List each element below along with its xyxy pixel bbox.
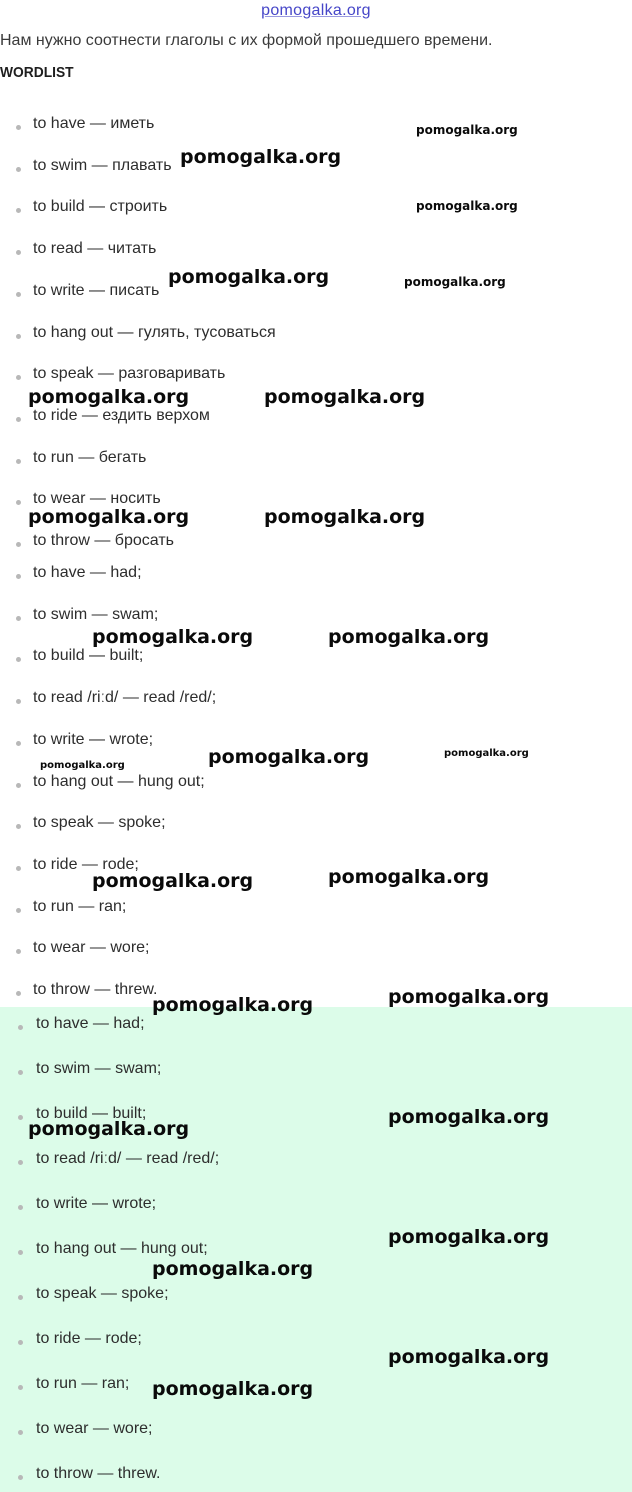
list-item-text: to swim — swam; — [33, 605, 159, 623]
list-item-text: to write — писать — [33, 281, 160, 299]
list-item-text: to build — built; — [36, 1105, 147, 1122]
watermark-text: pomogalka.org — [388, 1346, 550, 1368]
bullet-icon — [16, 908, 21, 913]
watermark-text: pomogalka.org — [40, 760, 125, 771]
bullet-icon — [18, 1295, 23, 1300]
bullet-icon — [16, 417, 21, 422]
list-item-text: to hang out — гулять, тусоваться — [33, 323, 276, 341]
bullet-icon — [16, 250, 21, 255]
watermark-text: pomogalka.org — [208, 746, 370, 768]
bullet-icon — [18, 1475, 23, 1480]
watermark-text: pomogalka.org — [92, 870, 254, 892]
bullet-icon — [16, 699, 21, 704]
list-item-text: to wear — wore; — [33, 939, 150, 957]
list-item-text: to read /riːd/ — read /red/; — [36, 1150, 220, 1167]
bullet-icon — [18, 1340, 23, 1345]
bullet-icon — [16, 949, 21, 954]
watermark-text: pomogalka.org — [152, 994, 314, 1016]
list-item-text: to have — had; — [33, 564, 142, 581]
bullet-icon — [16, 991, 21, 996]
bullet-icon — [16, 208, 21, 213]
watermark-text: pomogalka.org — [416, 199, 518, 213]
watermark-text: pomogalka.org — [328, 626, 490, 648]
bullet-icon — [16, 334, 21, 339]
bullet-icon — [16, 741, 21, 746]
list-item-text: to throw — threw. — [33, 981, 158, 998]
bullet-icon — [16, 292, 21, 297]
list-item-text: to write — wrote; — [33, 730, 154, 748]
list-item-text: to build — built; — [33, 647, 144, 665]
watermark-text: pomogalka.org — [92, 626, 254, 648]
intro-text: Нам нужно соотнести глаголы с их формой прошедшего времени. — [0, 32, 493, 49]
bullet-icon — [16, 542, 21, 547]
list-item-text: to read /riːd/ — read /red/; — [33, 689, 217, 707]
bullet-icon — [18, 1160, 23, 1165]
list-item-text: to have — иметь — [33, 115, 155, 132]
list-item-text: to throw — бросать — [33, 532, 174, 549]
watermark-text: pomogalka.org — [416, 123, 518, 137]
bullet-icon — [16, 167, 21, 172]
list-item-text: to run — бегать — [33, 448, 147, 466]
bullet-icon — [16, 783, 21, 788]
watermark-text: pomogalka.org — [28, 506, 190, 528]
watermark-text: pomogalka.org — [28, 1118, 190, 1140]
list-item-text: to run — ran; — [33, 897, 127, 915]
watermark-text: pomogalka.org — [388, 1226, 550, 1248]
watermark-text: pomogalka.org — [180, 146, 342, 168]
watermark-text: pomogalka.org — [264, 506, 426, 528]
bullet-icon — [16, 500, 21, 505]
list-item-text: to throw — threw. — [36, 1465, 161, 1482]
list-item-text: to read — читать — [33, 240, 157, 258]
list-item-text: to ride — ездить верхом — [33, 406, 210, 424]
watermark-text: pomogalka.org — [152, 1258, 314, 1280]
list-item-text: to build — строить — [33, 198, 168, 216]
list-item-text: to wear — wore; — [36, 1420, 153, 1437]
watermark-text: pomogalka.org — [404, 275, 506, 289]
list-item-text: to speak — spoke; — [33, 814, 166, 832]
list-item-text: to speak — spoke; — [36, 1285, 169, 1302]
bullet-icon — [16, 459, 21, 464]
list-item-text: to wear — носить — [33, 490, 161, 508]
watermark-text: pomogalka.org — [444, 748, 529, 759]
bullet-icon — [16, 616, 21, 621]
list-item-text: to ride — rode; — [33, 855, 139, 873]
bullet-icon — [16, 866, 21, 871]
watermark-text: pomogalka.org — [388, 1106, 550, 1128]
bullet-icon — [18, 1115, 23, 1120]
watermark-text: pomogalka.org — [168, 266, 330, 288]
bullet-icon — [16, 657, 21, 662]
bullet-icon — [18, 1025, 23, 1030]
list-item-text: to speak — разговаривать — [33, 365, 226, 383]
watermark-text: pomogalka.org — [152, 1378, 314, 1400]
list-item-text: to have — had; — [36, 1015, 145, 1032]
list-item-text: to hang out — hung out; — [36, 1240, 208, 1257]
bullet-icon — [18, 1070, 23, 1075]
bullet-icon — [18, 1205, 23, 1210]
list-item-text: to hang out — hung out; — [33, 772, 205, 790]
bullet-icon — [18, 1385, 23, 1390]
watermark-text: pomogalka.org — [328, 866, 490, 888]
watermark-text: pomogalka.org — [28, 386, 190, 408]
bullet-icon — [16, 824, 21, 829]
bullet-icon — [18, 1430, 23, 1435]
bullet-icon — [16, 125, 21, 130]
wordlist-heading: WORDLIST — [0, 64, 74, 81]
watermark-text: pomogalka.org — [264, 386, 426, 408]
list-item-text: to ride — rode; — [36, 1330, 142, 1347]
bullet-icon — [16, 375, 21, 380]
list-item-text: to swim — плавать — [33, 156, 172, 174]
watermark-text: pomogalka.org — [388, 986, 550, 1008]
list-item-text: to write — wrote; — [36, 1195, 157, 1212]
list-item-text: to swim — swam; — [36, 1060, 162, 1077]
site-header-link[interactable]: pomogalka.org — [261, 2, 371, 19]
bullet-icon — [18, 1250, 23, 1255]
list-item-text: to run — ran; — [36, 1375, 130, 1392]
bullet-icon — [16, 574, 21, 579]
